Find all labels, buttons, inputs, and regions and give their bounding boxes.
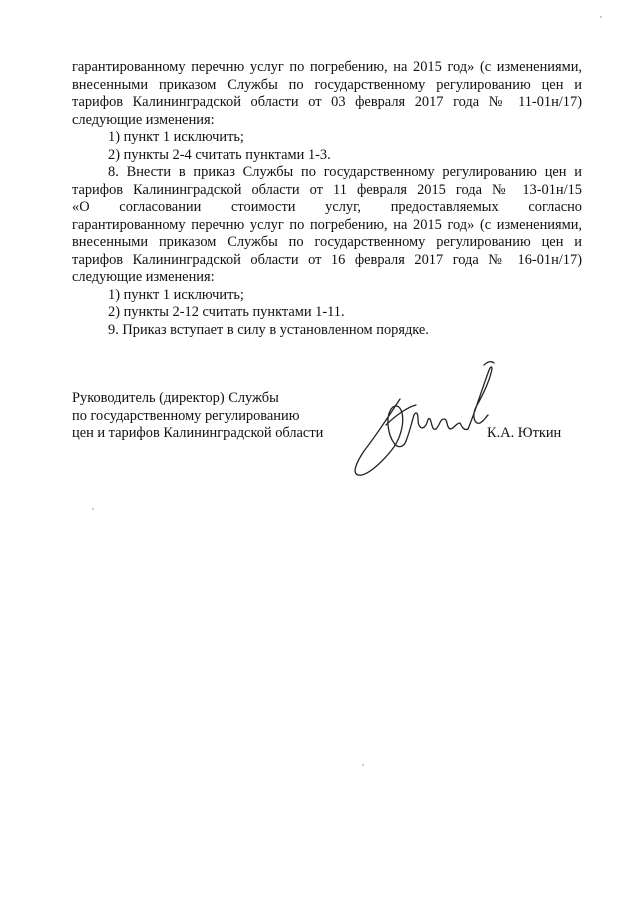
body-line: следующие изменения: — [72, 111, 215, 128]
list-item: 2) пункты 2-12 считать пунктами 1-11. — [108, 304, 345, 320]
body-line: гарантированному перечню услуг по погребению, на 2015 год» (с изменениями, — [72, 216, 582, 233]
document-body — [72, 59, 582, 339]
body-line: следующие изменения: — [72, 269, 215, 285]
section-heading: 8. Внести в приказ Службы по государственному регулированию цен и — [108, 164, 582, 180]
signer-name: К.А. Юткин — [487, 425, 562, 441]
list-item: 1) пункт 1 исключить; — [108, 129, 244, 145]
signatory-title — [72, 390, 323, 443]
signatory-title-line: Руководитель (директор) Службы — [72, 390, 279, 406]
body-line: «О согласовании стоимости услуг, предоставляемых согласно — [72, 199, 582, 215]
list-item: 2) пункты 2-4 считать пунктами 1-3. — [108, 146, 331, 163]
body-line: внесенными приказом Службы по государственному регулированию цен и — [72, 76, 582, 93]
list-item: 1) пункт 1 исключить; — [108, 286, 244, 303]
section-heading: 9. Приказ вступает в силу в установленном порядке. — [108, 321, 429, 338]
body-line: тарифов Калининградской области от 11 февраля 2015 года № 13-01н/15 — [72, 181, 582, 198]
handwritten-signature — [342, 355, 502, 485]
signatory-title-line: по государственному регулированию — [72, 407, 300, 424]
body-line: тарифов Калининградской области от 03 февраля 2017 года № 11-01н/17) — [72, 94, 582, 110]
body-line: внесенными приказом Службы по государственному регулированию цен и — [72, 234, 582, 250]
body-line: гарантированному перечню услуг по погребению, на 2015 год» (с изменениями, — [72, 59, 582, 75]
scan-speck — [362, 764, 364, 766]
body-line: тарифов Калининградской области от 16 февраля 2017 года № 16-01н/17) — [72, 251, 582, 268]
scan-speck — [600, 16, 602, 18]
signatory-title-line: цен и тарифов Калининградской области — [72, 425, 324, 441]
scan-speck — [92, 508, 94, 510]
